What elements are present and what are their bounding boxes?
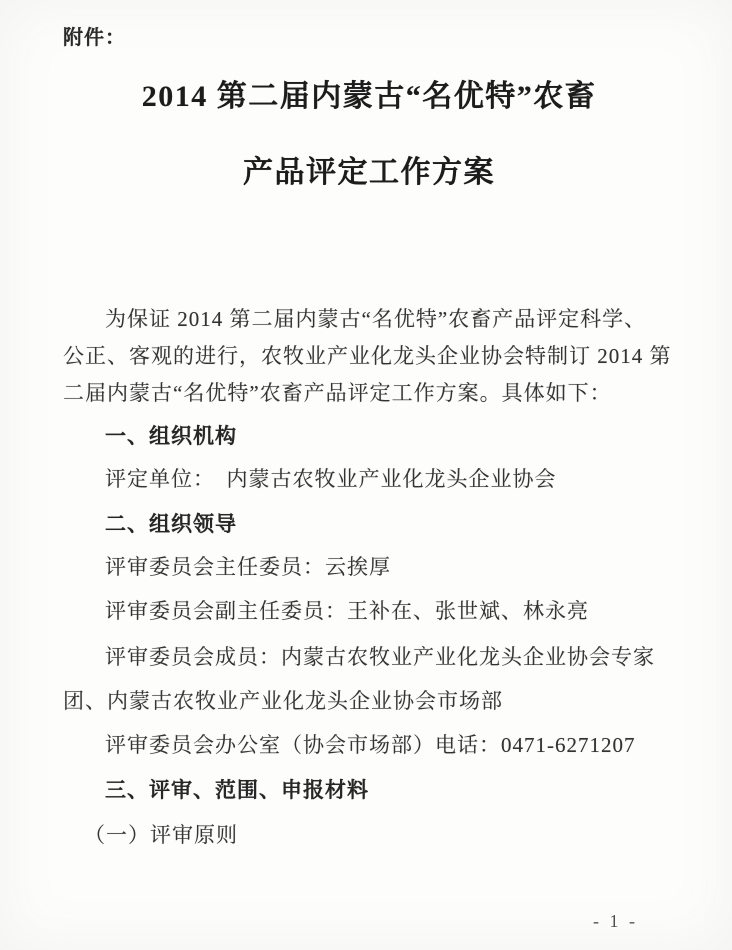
attachment-label: 附件： xyxy=(63,27,126,49)
section-1-evaluation-unit: 评定单位： 内蒙古农牧业产业化龙头企业协会 xyxy=(105,467,557,491)
section-2-office-phone: 评审委员会办公室（协会市场部）电话：0471-6271207 xyxy=(105,733,636,757)
intro-paragraph-line-1: 为保证 2014 第二届内蒙古“名优特”农畜产品评定科学、 xyxy=(105,307,647,331)
section-2-chair-member: 评审委员会主任委员：云挨厚 xyxy=(105,555,391,579)
section-2-committee-members: 评审委员会成员：内蒙古农牧业产业化龙头企业协会专家 xyxy=(105,645,655,669)
document-title-line-2: 产品评定工作方案 xyxy=(243,156,495,189)
section-2-vice-chair-members: 评审委员会副主任委员：王补在、张世斌、林永亮 xyxy=(105,599,589,623)
section-2-committee-members-continued: 团、内蒙古农牧业产业化龙头企业协会市场部 xyxy=(63,689,503,713)
section-2-heading: 二、组织领导 xyxy=(105,513,237,536)
page-number: - 1 - xyxy=(593,911,638,931)
section-3-subheading: （一）评审原则 xyxy=(84,823,238,847)
document-title-line-1: 2014 第二届内蒙古“名优特”农畜 xyxy=(141,80,597,113)
section-3-heading: 三、评审、范围、申报材料 xyxy=(105,779,369,802)
section-1-heading: 一、组织机构 xyxy=(105,425,237,448)
intro-paragraph-line-2: 公正、客观的进行，农牧业产业化龙头企业协会特制订 2014 第 xyxy=(63,344,672,368)
intro-paragraph-line-3: 二届内蒙古“名优特”农畜产品评定工作方案。具体如下： xyxy=(63,381,612,405)
